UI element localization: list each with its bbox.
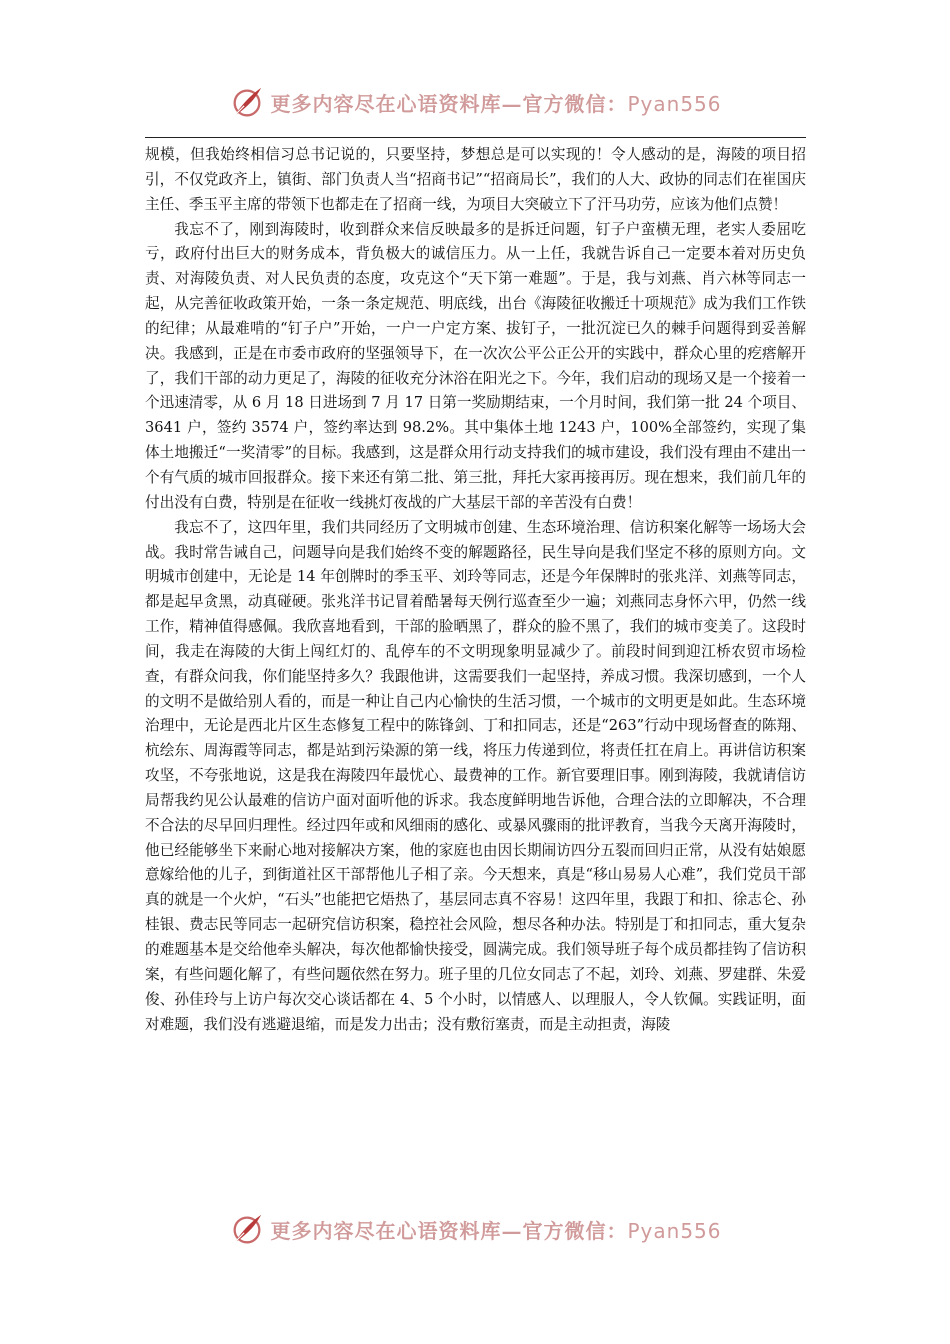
watermark-text: 更多内容尽在心语资料库—官方微信：Pyan556 — [270, 1218, 722, 1243]
document-body — [145, 143, 806, 1037]
watermark-banner-top — [0, 80, 950, 124]
watermark-text: 更多内容尽在心语资料库—官方微信：Pyan556 — [270, 91, 722, 116]
paragraph: 我忘不了，这四年里，我们共同经历了文明城市创建、生态环境治理、信访积案化解等一场场大会战。我时常告诫自己，问题导向是我们始终不变的解题路径，民生导向是我们坚定不移的原则方向。文明城市创建中，无论是 14 年创牌时的季玉平、刘玲等同志，还是今年保牌时的张兆洋、刘燕等同志，都是起早贪黑，动真碰硬。张兆洋书记冒着酷暑每天例行巡查至少一遍；刘燕同志身怀六甲，仍然一线工作，精神值得感佩。我欣喜地看到，干部的脸晒黑了，群众的脸不黑了，我们的城市变美了。这段时间，我走在海陵的大街上闯红灯的、乱停车的不文明现象明显减少了。前段时间到迎江桥农贸市场检查，有群众问我，你们能坚持多久？我跟他讲，这需要我们一起坚持，养成习惯。我深切感到，一个人的文明不是做给别人看的，而是一种让自己内心愉快的生活习惯，一个城市的文明更是如此。生态环境治理中，无论是西北片区生态修复工程中的陈锋剑、丁和扣同志，还是“263”行动中现场督查的陈翔、杭绘东、周海霞等同志，都是站到污染源的第一线，将压力传递到位，将责任扛在肩上。再讲信访积案攻坚，不夸张地说，这是我在海陵四年最忧心、最费神的工作。新官要理旧事。刚到海陵，我就请信访局帮我约见公认最难的信访户面对面听他的诉求。我态度鲜明地告诉他，合理合法的立即解决，不合理不合法的尽早回归理性。经过四年或和风细雨的感化、或暴风骤雨的批评教育，当我今天离开海陵时，他已经能够坐下来耐心地对接解决方案，他的家庭也由因长期闹访四分五裂而回归正常，从没有姑娘愿意嫁给他的儿子，到街道社区干部帮他儿子相了亲。今天想来，真是“移山易易人心难”，我们党员干部真的就是一个火炉，“石头”也能把它焐热了，基层同志真不容易！这四年里，我跟丁和扣、徐志仑、孙桂银、费志民等同志一起研究信访积案，稳控社会风险，想尽各种办法。特别是丁和扣同志，重大复杂的难题基本是交给他牵头解决，每次他都愉快接受，圆满完成。我们领导班子每个成员都挂钩了信访积案，有些问题化解了，有些问题依然在努力。班子里的几位女同志了不起，刘玲、刘燕、罗建群、朱爱俊、孙佳玲与上访户每次交心谈话都在 4、5 个小时，以情感人、以理服人，令人钦佩。实践证明，面对难题，我们没有逃避退缩，而是发力出击；没有敷衍塞责，而是主动担责，海陵 — [145, 518, 806, 1033]
quill-logo-icon — [228, 83, 266, 121]
paragraph: 我忘不了，刚到海陵时，收到群众来信反映最多的是拆迁问题，钉子户蛮横无理，老实人委屈吃亏，政府付出巨大的财务成本，背负极大的诚信压力。从一上任，我就告诉自己一定要本着对历史负责、对海陵负责、对人民负责的态度，攻克这个“天下第一难题”。于是，我与刘燕、肖六林等同志一起，从完善征收政策开始，一条一条定规范、明底线，出台《海陵征收搬迁十项规范》成为我们工作铁的纪律；从最难啃的“钉子户”开始，一户一户定方案、拔钉子，一批沉淀已久的棘手问题得到妥善解决。我感到，正是在市委市政府的坚强领导下，在一次次公平公正公开的实践中，群众心里的疙瘩解开了，我们干部的动力更足了，海陵的征收充分沐浴在阳光之下。今年，我们启动的现场又是一个接着一个迅速清零，从 6 月 18 日进场到 7 月 17 日第一奖励期结束，一个月时间，我们第一批 24 个项目、3641 户，签约 3574 户，签约率达到 98.2%。其中集体土地 1243 户，100%全部签约，实现了集体土地搬迁“一奖清零”的目标。我感到，这是群众用行动支持我们的城市建设，我们没有理由不建出一个有气质的城市回报群众。接下来还有第二批、第三批，拜托大家再接再厉。现在想来，我们前几年的付出没有白费，特别是在征收一线挑灯夜战的广大基层干部的辛苦没有白费！ — [145, 220, 806, 511]
quill-logo-icon — [228, 1210, 266, 1248]
paragraph: 规模，但我始终相信习总书记说的，只要坚持，梦想总是可以实现的！令人感动的是，海陵的项目招引，不仅党政齐上，镇街、部门负责人当“招商书记”“招商局长”，我们的人大、政协的同志们在崔国庆主任、季玉平主席的带领下也都走在了招商一线，为项目大突破立下了汗马功劳，应该为他们点赞！ — [145, 146, 806, 213]
header-rule — [145, 137, 806, 138]
watermark-banner-bottom — [0, 1207, 950, 1251]
